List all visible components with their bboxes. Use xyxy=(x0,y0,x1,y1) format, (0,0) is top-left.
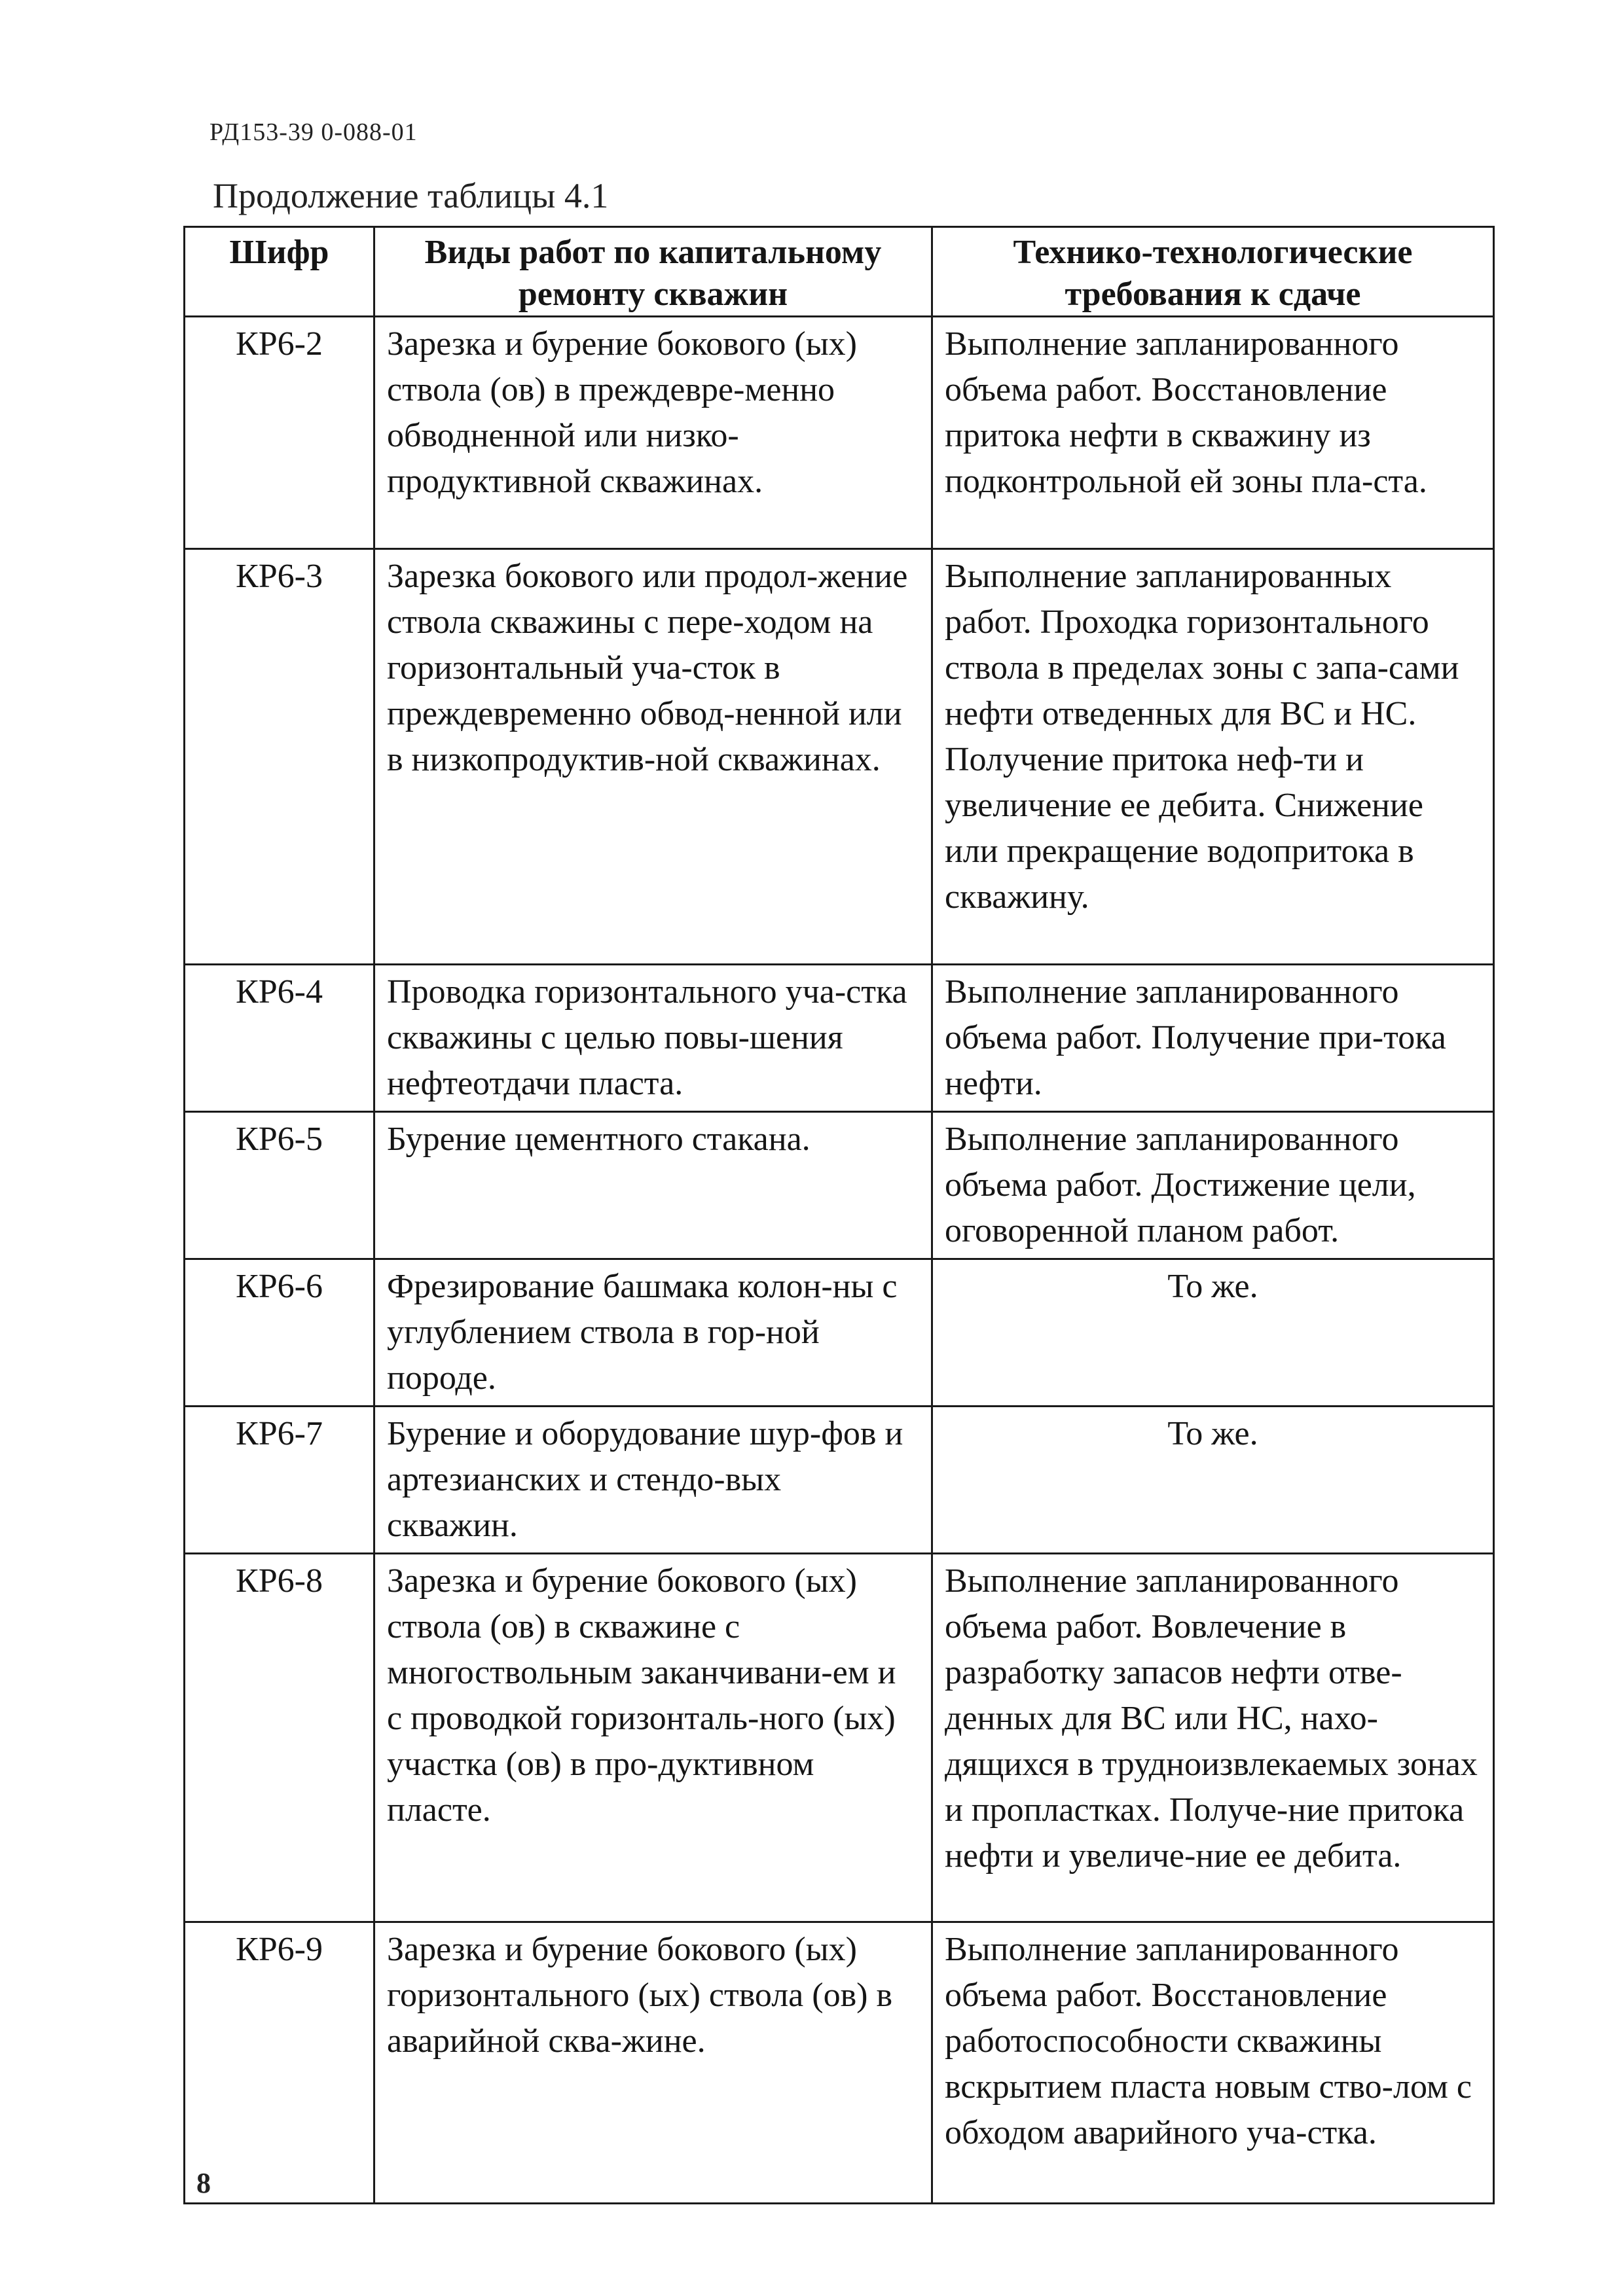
cell-requirements: То же. xyxy=(932,1407,1494,1554)
cell-code: КР6-5 xyxy=(185,1112,374,1259)
cell-code: КР6-6 xyxy=(185,1259,374,1407)
cell-work: Бурение и оборудование шур-фов и артезианских и стендо-вых скважин. xyxy=(374,1407,932,1554)
table-row xyxy=(185,965,1494,1112)
cell-work: Зарезка бокового или продол-жение ствола скважины с пере-ходом на горизонтальный уча-сток в преждевременно обвод-ненной или в низкопродуктив-ной скважинах. xyxy=(374,549,932,965)
cell-code: КР6-7 xyxy=(185,1407,374,1554)
cell-requirements: Выполнение запланированного объема работ. Вовлечение в разработку запасов нефти отве-денных для ВС или НС, нахо-дящихся в трудноизвлекаемых зонах и пропластках. Получе-ние притока нефти и увеличе-ние ее дебита. xyxy=(932,1554,1494,1922)
table-row xyxy=(185,1407,1494,1554)
cell-work: Зарезка и бурение бокового (ых) ствола (ов) в преждевре-менно обводненной или низко-продуктивной скважинах. xyxy=(374,317,932,549)
table-row xyxy=(185,1112,1494,1259)
table-row xyxy=(185,1259,1494,1407)
cell-work: Фрезирование башмака колон-ны с углублением ствола в гор-ной породе. xyxy=(374,1259,932,1407)
table-row xyxy=(185,549,1494,965)
table-row xyxy=(185,317,1494,549)
table-header-row xyxy=(185,227,1494,317)
work-types-table xyxy=(183,226,1495,2204)
cell-code: КР6-3 xyxy=(185,549,374,965)
page-number: 8 xyxy=(196,2167,211,2199)
cell-work: Зарезка и бурение бокового (ых) ствола (ов) в скважине с многоствольным заканчивани-ем и с проводкой горизонталь-ного (ых) участка (ов) в про-дуктивном пласте. xyxy=(374,1554,932,1922)
column-header-requirements: Технико-технологические требования к сдаче xyxy=(932,227,1494,317)
cell-requirements: Выполнение запланированного объема работ. Достижение цели, оговоренной планом работ. xyxy=(932,1112,1494,1259)
cell-code: КР6-4 xyxy=(185,965,374,1112)
cell-requirements: Выполнение запланированного объема работ. Восстановление притока нефти в скважину из подконтрольной ей зоны пла-ста. xyxy=(932,317,1494,549)
cell-work: Бурение цементного стакана. xyxy=(374,1112,932,1259)
cell-requirements: Выполнение запланированного объема работ. Получение при-тока нефти. xyxy=(932,965,1494,1112)
table-caption: Продолжение таблицы 4.1 xyxy=(213,176,609,215)
cell-code: КР6-9 xyxy=(185,1922,374,2204)
cell-requirements: Выполнение запланированных работ. Проходка горизонтального ствола в пределах зоны с запа-сами нефти отведенных для ВС и НС. Получение притока неф-ти и увеличение ее дебита. Снижение или прекращение водопритока в скважину. xyxy=(932,549,1494,965)
table-row xyxy=(185,1922,1494,2204)
column-header-code: Шифр xyxy=(185,227,374,317)
column-header-work: Виды работ по капитальному ремонту скважин xyxy=(374,227,932,317)
cell-work: Зарезка и бурение бокового (ых) горизонтального (ых) ствола (ов) в аварийной сква-жине. xyxy=(374,1922,932,2204)
cell-work: Проводка горизонтального уча-стка скважины с целью повы-шения нефтеотдачи пласта. xyxy=(374,965,932,1112)
cell-requirements: То же. xyxy=(932,1259,1494,1407)
cell-code: КР6-2 xyxy=(185,317,374,549)
table-row xyxy=(185,1554,1494,1922)
cell-requirements: Выполнение запланированного объема работ. Восстановление работоспособности скважины вскрытием пласта новым ство-лом с обходом аварийного уча-стка. xyxy=(932,1922,1494,2204)
document-code: РД153-39 0-088-01 xyxy=(210,118,418,146)
cell-code: КР6-8 xyxy=(185,1554,374,1922)
